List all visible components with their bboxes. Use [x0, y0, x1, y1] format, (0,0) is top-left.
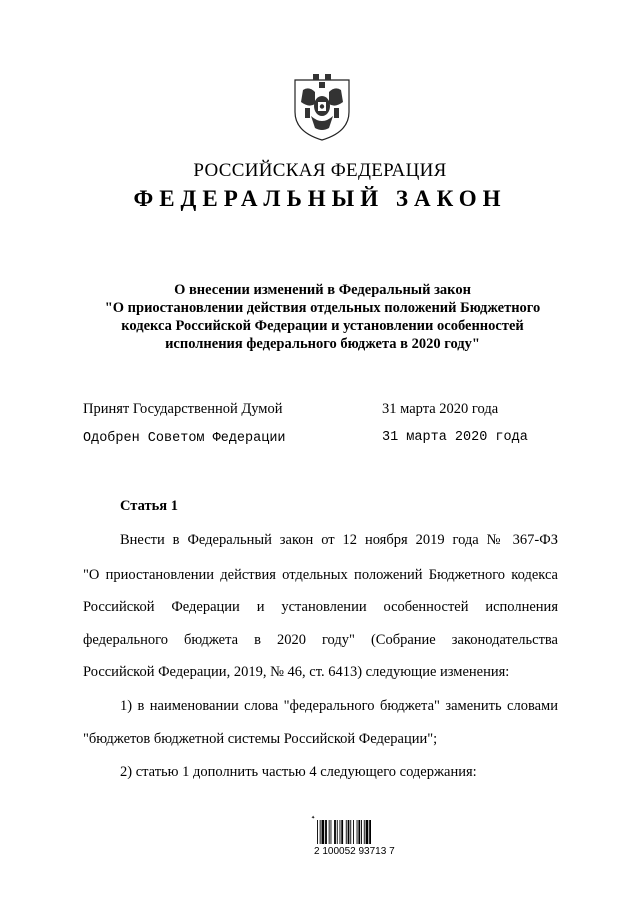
article-line: Российской Федерации, 2019, № 46, ст. 6413) следующие изменения: — [83, 664, 510, 680]
article-line: Внести в Федеральный закон от 12 ноября 2019 года № 367-ФЗ — [120, 532, 558, 548]
article-heading: Статья 1 — [120, 498, 178, 514]
approved-by-council-label: Одобрен Советом Федерации — [83, 431, 286, 446]
law-title — [80, 281, 565, 353]
approved-by-council-date: 31 марта 2020 года — [382, 430, 528, 445]
title-line: исполнения федерального бюджета в 2020 году" — [165, 336, 480, 352]
article-line: Российской Федерации и установлении особенностей исполнения — [83, 599, 558, 615]
adopted-by-duma-date: 31 марта 2020 года — [382, 401, 499, 417]
document-type — [0, 186, 640, 212]
document-type-text: ФЕДЕРАЛЬНЫЙ ЗАКОН — [133, 186, 507, 211]
adopted-by-duma-label: Принят Государственной Думой — [83, 401, 283, 417]
barcode-number: 2 100052 93713 7 — [314, 846, 395, 857]
article-line: "О приостановлении действия отдельных положений Бюджетного кодекса — [83, 567, 558, 583]
title-line: О внесении изменений в Федеральный закон — [174, 282, 471, 298]
article-line: федерального бюджета в 2020 году" (Собрание законодательства — [83, 632, 558, 648]
article-line: 1) в наименовании слова "федерального бюджета" заменить словами — [120, 698, 558, 714]
title-line: кодекса Российской Федерации и установлении особенностей — [121, 318, 524, 334]
title-line: "О приостановлении действия отдельных положений Бюджетного — [104, 300, 541, 316]
article-line: "бюджетов бюджетной системы Российской Федерации"; — [83, 731, 438, 747]
svg-text:✦: ✦ — [311, 815, 316, 821]
coat-of-arms-emblem — [289, 70, 355, 142]
country-name: РОССИЙСКАЯ ФЕДЕРАЦИЯ — [193, 160, 447, 181]
article-line: 2) статью 1 дополнить частью 4 следующего содержания: — [120, 764, 477, 780]
